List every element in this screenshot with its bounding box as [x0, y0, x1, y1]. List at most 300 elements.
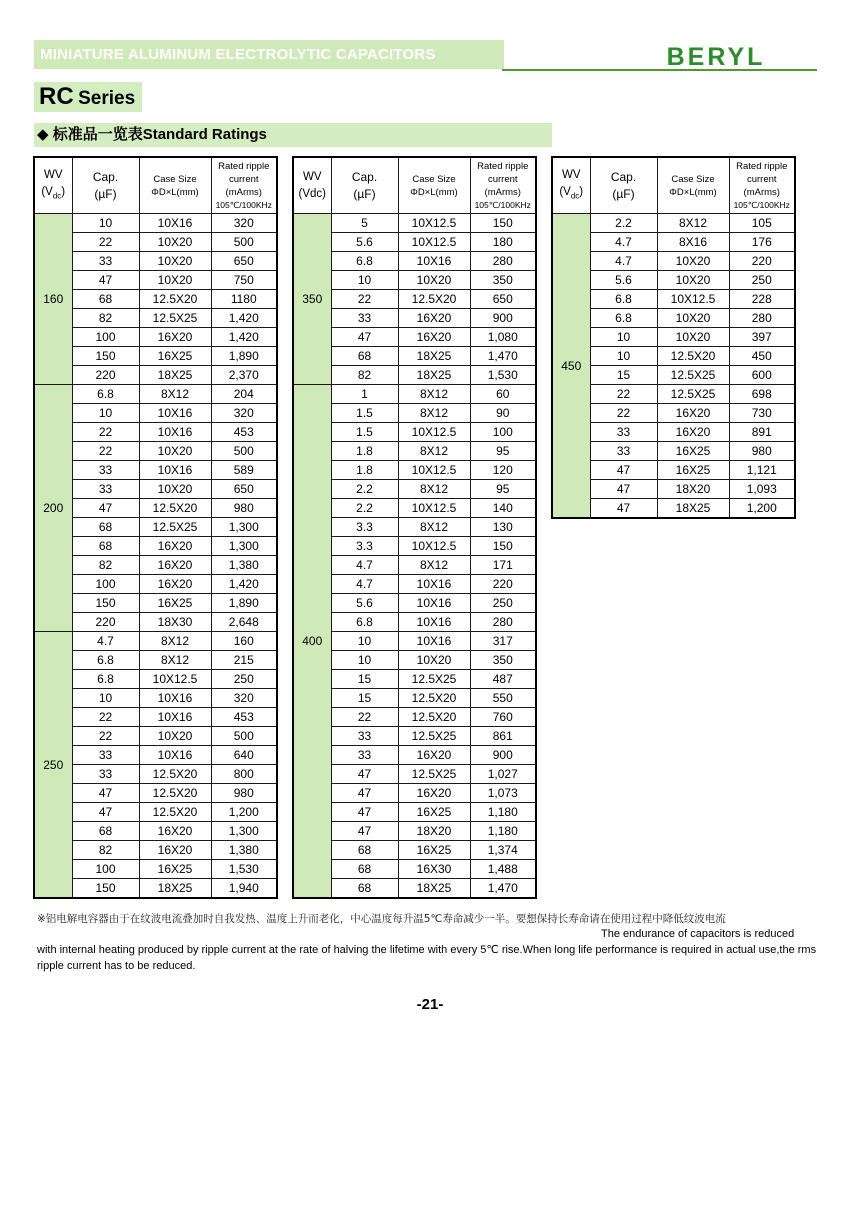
case-size-cell: 10X20 [139, 252, 211, 271]
ripple-cell: 1,420 [211, 328, 277, 347]
ratings-table-2 [292, 156, 537, 899]
wv-cell: 250 [34, 632, 72, 899]
ripple-cell: 550 [470, 689, 536, 708]
ripple-label-1: Rated ripple [218, 160, 270, 172]
cap-header [72, 157, 139, 214]
series-title [39, 82, 135, 115]
cap-cell: 33 [72, 461, 139, 480]
note-chinese: ※铝电解电容器由于在纹波电流叠加时自我发热、温度上升而老化，中心温度每升温5℃寿命减少一半。要想保持长寿命请在使用过程中降低纹波电流 [37, 913, 726, 925]
case-size-cell: 10X12.5 [398, 233, 470, 252]
cap-cell: 33 [331, 727, 398, 746]
ripple-cell: 650 [211, 480, 277, 499]
case-size-cell: 10X16 [398, 632, 470, 651]
case-size-cell: 10X20 [398, 651, 470, 670]
wv-cell: 200 [34, 385, 72, 632]
ripple-cell: 1,180 [470, 803, 536, 822]
cap-cell: 33 [72, 252, 139, 271]
case-size-cell: 12.5X25 [139, 518, 211, 537]
ripple-cell: 640 [211, 746, 277, 765]
ripple-cell: 95 [470, 442, 536, 461]
ripple-label-2: current [228, 173, 259, 185]
case-size-cell: 8X12 [398, 404, 470, 423]
cap-cell: 22 [590, 385, 657, 404]
svg-text:BERYL: BERYL [666, 43, 766, 70]
case-size-cell: 12.5X25 [657, 366, 729, 385]
case-size-cell: 18X20 [657, 480, 729, 499]
ripple-cell: 100 [470, 423, 536, 442]
cap-cell: 22 [72, 423, 139, 442]
ripple-cell: 320 [211, 689, 277, 708]
ripple-cell: 900 [470, 309, 536, 328]
cap-header [590, 157, 657, 214]
case-size-cell: 16X20 [657, 423, 729, 442]
cap-cell: 15 [590, 366, 657, 385]
cap-cell: 68 [72, 537, 139, 556]
note-english-body: with internal heating produced by ripple current at the rate of halving the lifetime with every 5℃ rise.When long life performance is required in actual use,the rms ripple current has to be reduced. [37, 944, 817, 972]
cap-cell: 100 [72, 575, 139, 594]
ripple-cell: 350 [470, 271, 536, 290]
ripple-cell: 171 [470, 556, 536, 575]
ripple-cell: 150 [470, 214, 536, 233]
ripple-cell: 150 [470, 537, 536, 556]
ripple-cell: 280 [729, 309, 795, 328]
case-unit: ΦD×L(mm) [151, 186, 199, 198]
cap-cell: 1 [331, 385, 398, 404]
case-size-header [139, 157, 211, 214]
cap-cell: 47 [331, 822, 398, 841]
case-size-cell: 12.5X25 [657, 385, 729, 404]
ripple-cell: 900 [470, 746, 536, 765]
cap-cell: 33 [331, 746, 398, 765]
wv-unit-close: ) [579, 185, 584, 198]
cap-cell: 5.6 [331, 233, 398, 252]
case-size-cell: 8X12 [657, 214, 729, 233]
wv-unit-subscript: dc [570, 191, 580, 201]
ripple-cell: 250 [729, 271, 795, 290]
case-size-cell: 12.5X20 [139, 784, 211, 803]
ripple-cell: 1,180 [470, 822, 536, 841]
cap-cell: 82 [331, 366, 398, 385]
case-size-cell: 12.5X20 [139, 499, 211, 518]
ripple-header [211, 157, 277, 214]
ripple-cell: 60 [470, 385, 536, 404]
cap-cell: 10 [72, 689, 139, 708]
ripple-cell: 1,890 [211, 594, 277, 613]
cap-cell: 100 [72, 860, 139, 879]
case-size-cell: 12.5X20 [398, 689, 470, 708]
ratings-table-3 [551, 156, 796, 519]
ripple-cell: 1,300 [211, 537, 277, 556]
case-size-cell: 8X12 [139, 651, 211, 670]
case-size-cell: 16X20 [139, 822, 211, 841]
ripple-cell: 204 [211, 385, 277, 404]
ripple-cell: 1,121 [729, 461, 795, 480]
ripple-cell: 698 [729, 385, 795, 404]
wv-unit-close: ) [61, 185, 66, 198]
case-size-cell: 12.5X20 [398, 708, 470, 727]
cap-unit: (µF) [94, 186, 117, 201]
ripple-label-1: Rated ripple [477, 160, 529, 172]
ripple-cell: 130 [470, 518, 536, 537]
ripple-cell: 180 [470, 233, 536, 252]
ripple-cell: 280 [470, 613, 536, 632]
wv-cell: 160 [34, 214, 72, 385]
case-size-cell: 10X12.5 [398, 461, 470, 480]
cap-cell: 33 [72, 746, 139, 765]
cap-cell: 47 [590, 480, 657, 499]
cap-cell: 6.8 [72, 670, 139, 689]
case-size-cell: 8X16 [657, 233, 729, 252]
case-size-cell: 10X12.5 [398, 499, 470, 518]
case-size-cell: 16X20 [139, 556, 211, 575]
cap-cell: 15 [331, 689, 398, 708]
case-size-cell: 10X16 [139, 404, 211, 423]
cap-cell: 220 [72, 613, 139, 632]
ripple-cell: 280 [470, 252, 536, 271]
cap-cell: 47 [331, 328, 398, 347]
ripple-cell: 1,420 [211, 575, 277, 594]
case-size-cell: 16X20 [398, 328, 470, 347]
case-size-cell: 8X12 [398, 518, 470, 537]
case-size-cell: 18X30 [139, 613, 211, 632]
case-size-cell: 10X20 [139, 727, 211, 746]
case-size-cell: 16X20 [139, 841, 211, 860]
cap-cell: 68 [72, 290, 139, 309]
cap-cell: 1.8 [331, 461, 398, 480]
cap-cell: 68 [72, 518, 139, 537]
ripple-label-3: (mArms) [484, 186, 521, 198]
cap-cell: 6.8 [72, 651, 139, 670]
cap-cell: 22 [590, 404, 657, 423]
cap-cell: 3.3 [331, 518, 398, 537]
cap-cell: 82 [72, 556, 139, 575]
case-size-cell: 10X20 [139, 442, 211, 461]
case-size-cell: 10X12.5 [398, 423, 470, 442]
case-size-cell: 18X25 [657, 499, 729, 519]
case-size-cell: 10X20 [657, 328, 729, 347]
ripple-cell: 95 [470, 480, 536, 499]
cap-cell: 22 [331, 290, 398, 309]
diamond-bullet-icon: ◆ [37, 126, 49, 143]
case-size-cell: 18X25 [398, 879, 470, 899]
case-label: Case Size [412, 173, 456, 185]
cap-cell: 33 [590, 442, 657, 461]
cap-label: Cap. [610, 169, 637, 184]
case-unit: ΦD×L(mm) [669, 186, 717, 198]
cap-cell: 47 [331, 765, 398, 784]
case-size-cell: 10X16 [398, 613, 470, 632]
cap-cell: 47 [590, 499, 657, 519]
wv-header [293, 157, 331, 214]
brand-logo [655, 42, 777, 70]
ripple-cell: 1,890 [211, 347, 277, 366]
cap-cell: 4.7 [72, 632, 139, 651]
ripple-cell: 589 [211, 461, 277, 480]
ripple-cell: 1,093 [729, 480, 795, 499]
case-size-cell: 10X12.5 [657, 290, 729, 309]
cap-header [331, 157, 398, 214]
cap-cell: 10 [331, 651, 398, 670]
ripple-cell: 487 [470, 670, 536, 689]
cap-cell: 33 [331, 309, 398, 328]
case-size-cell: 8X12 [398, 442, 470, 461]
table-row [293, 214, 536, 233]
section-title-text: 标准品一览表Standard Ratings [52, 126, 267, 143]
ripple-label-3: (mArms) [225, 186, 262, 198]
case-size-cell: 16X20 [398, 309, 470, 328]
case-size-cell: 16X25 [398, 841, 470, 860]
category-title: MINIATURE ALUMINUM ELECTROLYTIC CAPACITORS [40, 46, 436, 63]
cap-cell: 3.3 [331, 537, 398, 556]
case-size-cell: 10X16 [139, 746, 211, 765]
ripple-cell: 1,420 [211, 309, 277, 328]
cap-cell: 100 [72, 328, 139, 347]
table-row [293, 385, 536, 404]
ripple-cell: 250 [211, 670, 277, 689]
ripple-cell: 450 [729, 347, 795, 366]
case-size-cell: 16X25 [139, 347, 211, 366]
case-size-cell: 10X12.5 [398, 214, 470, 233]
case-size-header [398, 157, 470, 214]
ripple-cell: 250 [470, 594, 536, 613]
case-size-cell: 10X16 [139, 461, 211, 480]
ripple-cell: 500 [211, 442, 277, 461]
case-size-cell: 10X20 [657, 309, 729, 328]
table-row [552, 214, 795, 233]
case-size-cell: 16X25 [657, 461, 729, 480]
cap-cell: 1.5 [331, 404, 398, 423]
ripple-cell: 2,370 [211, 366, 277, 385]
case-size-cell: 12.5X20 [139, 765, 211, 784]
ripple-cell: 1,300 [211, 518, 277, 537]
case-size-cell: 10X16 [139, 689, 211, 708]
ripple-cell: 317 [470, 632, 536, 651]
series-word: Series [78, 88, 136, 109]
case-size-cell: 16X25 [139, 860, 211, 879]
case-size-cell: 18X25 [398, 347, 470, 366]
case-size-cell: 10X20 [398, 271, 470, 290]
cap-cell: 68 [331, 860, 398, 879]
case-size-cell: 10X20 [139, 480, 211, 499]
case-size-cell: 16X20 [398, 784, 470, 803]
cap-cell: 150 [72, 594, 139, 613]
cap-cell: 2.2 [331, 480, 398, 499]
cap-cell: 22 [72, 708, 139, 727]
case-size-cell: 12.5X25 [398, 670, 470, 689]
ripple-cell: 120 [470, 461, 536, 480]
cap-cell: 4.7 [331, 556, 398, 575]
wv-cell: 350 [293, 214, 331, 385]
wv-label: WV [302, 170, 322, 183]
case-size-cell: 18X20 [398, 822, 470, 841]
case-label: Case Size [671, 173, 715, 185]
case-size-cell: 10X16 [398, 575, 470, 594]
cap-cell: 5.6 [331, 594, 398, 613]
cap-cell: 33 [72, 765, 139, 784]
cap-cell: 1.5 [331, 423, 398, 442]
ripple-header [470, 157, 536, 214]
ripple-cell: 600 [729, 366, 795, 385]
case-size-cell: 12.5X25 [139, 309, 211, 328]
case-size-cell: 10X20 [139, 271, 211, 290]
cap-cell: 47 [590, 461, 657, 480]
ripple-cell: 1,200 [729, 499, 795, 519]
wv-label: WV [561, 168, 581, 181]
ripple-cell: 891 [729, 423, 795, 442]
ripple-cell: 1,027 [470, 765, 536, 784]
ripple-cell: 1,380 [211, 556, 277, 575]
case-size-cell: 16X25 [398, 803, 470, 822]
ripple-cell: 176 [729, 233, 795, 252]
case-size-header [657, 157, 729, 214]
ripple-cell: 1,300 [211, 822, 277, 841]
ripple-cell: 1,530 [470, 366, 536, 385]
cap-cell: 10 [590, 347, 657, 366]
cap-cell: 4.7 [590, 252, 657, 271]
ripple-cell: 228 [729, 290, 795, 309]
case-size-cell: 10X20 [139, 233, 211, 252]
ripple-cell: 220 [470, 575, 536, 594]
wv-header [34, 157, 72, 214]
case-size-cell: 10X16 [139, 214, 211, 233]
cap-cell: 47 [72, 784, 139, 803]
cap-cell: 33 [72, 480, 139, 499]
cap-label: Cap. [92, 169, 119, 184]
case-size-cell: 18X25 [139, 366, 211, 385]
cap-cell: 4.7 [590, 233, 657, 252]
cap-cell: 22 [72, 233, 139, 252]
cap-cell: 82 [72, 309, 139, 328]
ripple-cell: 1180 [211, 290, 277, 309]
cap-cell: 33 [590, 423, 657, 442]
wv-header [552, 157, 590, 214]
case-size-cell: 16X25 [657, 442, 729, 461]
case-size-cell: 12.5X20 [657, 347, 729, 366]
cap-unit: (µF) [353, 186, 376, 201]
cap-cell: 2.2 [331, 499, 398, 518]
ripple-cell: 1,374 [470, 841, 536, 860]
case-label: Case Size [153, 173, 197, 185]
ripple-cell: 1,380 [211, 841, 277, 860]
wv-cell: 450 [552, 214, 590, 519]
cap-cell: 47 [72, 271, 139, 290]
cap-cell: 6.8 [590, 309, 657, 328]
cap-cell: 10 [331, 632, 398, 651]
ripple-cell: 1,200 [211, 803, 277, 822]
case-size-cell: 12.5X25 [398, 727, 470, 746]
case-size-cell: 16X20 [657, 404, 729, 423]
case-size-cell: 16X30 [398, 860, 470, 879]
ripple-label-2: current [746, 173, 777, 185]
ripple-cell: 215 [211, 651, 277, 670]
ripple-label-4: 105℃/100KHz [733, 199, 790, 210]
cap-cell: 6.8 [331, 613, 398, 632]
case-size-cell: 12.5X20 [398, 290, 470, 309]
case-size-cell: 12.5X25 [398, 765, 470, 784]
ripple-cell: 1,080 [470, 328, 536, 347]
case-size-cell: 8X12 [398, 556, 470, 575]
cap-cell: 10 [72, 404, 139, 423]
cap-cell: 68 [331, 841, 398, 860]
ripple-cell: 160 [211, 632, 277, 651]
cap-cell: 10 [72, 214, 139, 233]
page-number: -21- [416, 996, 444, 1013]
ripple-cell: 730 [729, 404, 795, 423]
cap-label: Cap. [351, 169, 378, 184]
ripple-cell: 1,488 [470, 860, 536, 879]
cap-cell: 15 [331, 670, 398, 689]
ripple-cell: 800 [211, 765, 277, 784]
cap-cell: 68 [331, 879, 398, 899]
note-english-lead: The endurance of capacitors is reduced [601, 928, 795, 940]
ripple-label-3: (mArms) [743, 186, 780, 198]
ripple-cell: 397 [729, 328, 795, 347]
cap-cell: 4.7 [331, 575, 398, 594]
ripple-cell: 760 [470, 708, 536, 727]
case-size-cell: 12.5X20 [139, 803, 211, 822]
cap-cell: 68 [331, 347, 398, 366]
ripple-cell: 980 [729, 442, 795, 461]
cap-cell: 10 [331, 271, 398, 290]
table-row [34, 385, 277, 404]
case-size-cell: 16X20 [139, 575, 211, 594]
ripple-label-4: 105℃/100KHz [474, 199, 531, 210]
wv-unit-subscript: dc [52, 191, 62, 201]
case-size-cell: 10X16 [398, 252, 470, 271]
cap-cell: 6.8 [331, 252, 398, 271]
case-size-cell: 10X16 [139, 708, 211, 727]
ripple-cell: 1,470 [470, 879, 536, 899]
case-size-cell: 16X20 [398, 746, 470, 765]
ripple-cell: 320 [211, 214, 277, 233]
ripple-label-2: current [487, 173, 518, 185]
ripple-cell: 500 [211, 727, 277, 746]
case-size-cell: 16X25 [139, 594, 211, 613]
case-size-cell: 16X20 [139, 328, 211, 347]
case-size-cell: 8X12 [139, 632, 211, 651]
cap-cell: 10 [590, 328, 657, 347]
cap-cell: 68 [72, 822, 139, 841]
ripple-cell: 650 [211, 252, 277, 271]
ripple-cell: 1,470 [470, 347, 536, 366]
ripple-cell: 220 [729, 252, 795, 271]
cap-cell: 2.2 [590, 214, 657, 233]
cap-cell: 22 [72, 727, 139, 746]
wv-label: WV [43, 168, 63, 181]
wv-unit: (Vdc) [298, 187, 326, 200]
ripple-cell: 320 [211, 404, 277, 423]
cap-cell: 1.8 [331, 442, 398, 461]
case-size-cell: 10X12.5 [398, 537, 470, 556]
case-size-cell: 10X20 [657, 271, 729, 290]
ripple-cell: 500 [211, 233, 277, 252]
cap-cell: 22 [331, 708, 398, 727]
case-size-cell: 10X20 [657, 252, 729, 271]
cap-cell: 220 [72, 366, 139, 385]
ripple-cell: 861 [470, 727, 536, 746]
cap-cell: 47 [72, 803, 139, 822]
cap-cell: 5.6 [590, 271, 657, 290]
case-unit: ΦD×L(mm) [410, 186, 458, 198]
case-size-cell: 8X12 [398, 385, 470, 404]
section-title [37, 123, 267, 147]
ripple-cell: 453 [211, 708, 277, 727]
case-size-cell: 10X16 [139, 423, 211, 442]
wv-cell: 400 [293, 385, 331, 899]
cap-cell: 47 [331, 784, 398, 803]
ratings-table-1 [33, 156, 278, 899]
series-code: RC [39, 83, 74, 110]
